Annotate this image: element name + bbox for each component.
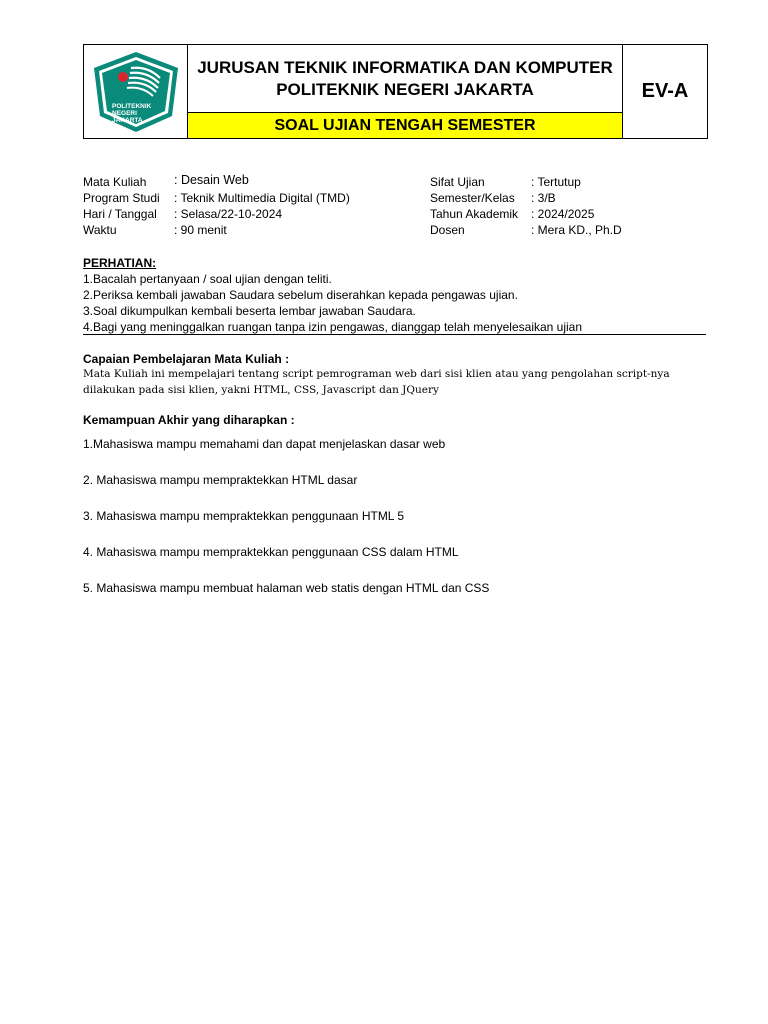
info-row [83, 222, 350, 238]
instruction-item: 1.Bacalah pertanyaan / soal ujian dengan teliti. [83, 272, 332, 286]
info-row [430, 222, 622, 238]
logo-cell [84, 45, 188, 138]
info-value: : 3/B [531, 191, 556, 205]
info-value: : 90 menit [174, 223, 227, 237]
info-label: Hari / Tanggal [83, 207, 157, 221]
info-label: Waktu [83, 223, 117, 237]
svg-text:POLITEKNIK: POLITEKNIK [111, 102, 151, 110]
info-row [83, 206, 350, 222]
svg-text:JAKARTA: JAKARTA [111, 116, 143, 124]
instruction-item: 4.Bagi yang meninggalkan ruangan tanpa izin pengawas, dianggap telah menyelesaikan ujian [83, 320, 583, 334]
ability-item: 1.Mahasiswa mampu memahami dan dapat menjelaskan dasar web [83, 437, 446, 451]
expected-abilities-title: Kemampuan Akhir yang diharapkan : [83, 413, 295, 427]
instruction-item: 2.Periksa kembali jawaban Saudara sebelum diserahkan kepada pengawas ujian. [83, 288, 518, 302]
department-line: JURUSAN TEKNIK INFORMATIKA DAN KOMPUTER [197, 57, 613, 77]
title-cell [188, 45, 623, 138]
info-row [430, 190, 622, 206]
svg-text:NEGERI: NEGERI [111, 109, 137, 117]
ability-item: 3. Mahasiswa mampu mempraktekkan penggunaan HTML 5 [83, 509, 405, 523]
exam-code: EV-A [641, 80, 689, 102]
info-label: Sifat Ujian [430, 175, 485, 189]
ability-item: 2. Mahasiswa mampu mempraktekkan HTML dasar [83, 473, 358, 487]
info-value: : Selasa/22-10-2024 [174, 207, 283, 221]
instruction-item: 3.Soal dikumpulkan kembali beserta lembar jawaban Saudara. [83, 304, 416, 318]
ability-item: 5. Mahasiswa mampu membuat halaman web statis dengan HTML dan CSS [83, 581, 490, 595]
info-label: Semester/Kelas [430, 191, 515, 205]
exam-header [83, 44, 708, 139]
learning-outcomes-line: Mata Kuliah ini mempelajari tentang script pemrograman web dari sisi klien atau yang pengolahan script-nya [83, 368, 670, 380]
info-label: Program Studi [83, 191, 160, 205]
ability-item: 4. Mahasiswa mampu mempraktekkan penggunaan CSS dalam HTML [83, 545, 459, 559]
exam-type-banner: SOAL UJIAN TENGAH SEMESTER [188, 112, 622, 138]
learning-outcomes-text [83, 366, 703, 398]
info-value: : Tertutup [531, 175, 581, 189]
instructions-title: PERHATIAN: [83, 256, 157, 270]
info-value: : Desain Web [174, 173, 249, 187]
info-right [430, 174, 622, 238]
learning-outcomes-title: Capaian Pembelajaran Mata Kuliah : [83, 352, 290, 366]
info-label: Dosen [430, 223, 465, 237]
info-value: : 2024/2025 [531, 207, 595, 221]
info-left [83, 174, 350, 238]
department-title [188, 45, 622, 112]
learning-outcomes-line: dilakukan pada sisi klien, yakni HTML, CSS, Javascript dan JQuery [83, 384, 439, 396]
info-label: Tahun Akademik [430, 207, 519, 221]
pnj-logo-icon [90, 50, 182, 134]
instructions [83, 255, 582, 335]
info-row [83, 190, 350, 206]
info-row [430, 206, 622, 222]
institution-line: POLITEKNIK NEGERI JAKARTA [276, 79, 534, 99]
info-row [430, 174, 622, 190]
info-value: : Mera KD., Ph.D [531, 223, 622, 237]
info-row [83, 174, 350, 190]
info-label: Mata Kuliah [83, 175, 147, 189]
section-divider [83, 334, 706, 335]
info-value: : Teknik Multimedia Digital (TMD) [174, 191, 350, 205]
